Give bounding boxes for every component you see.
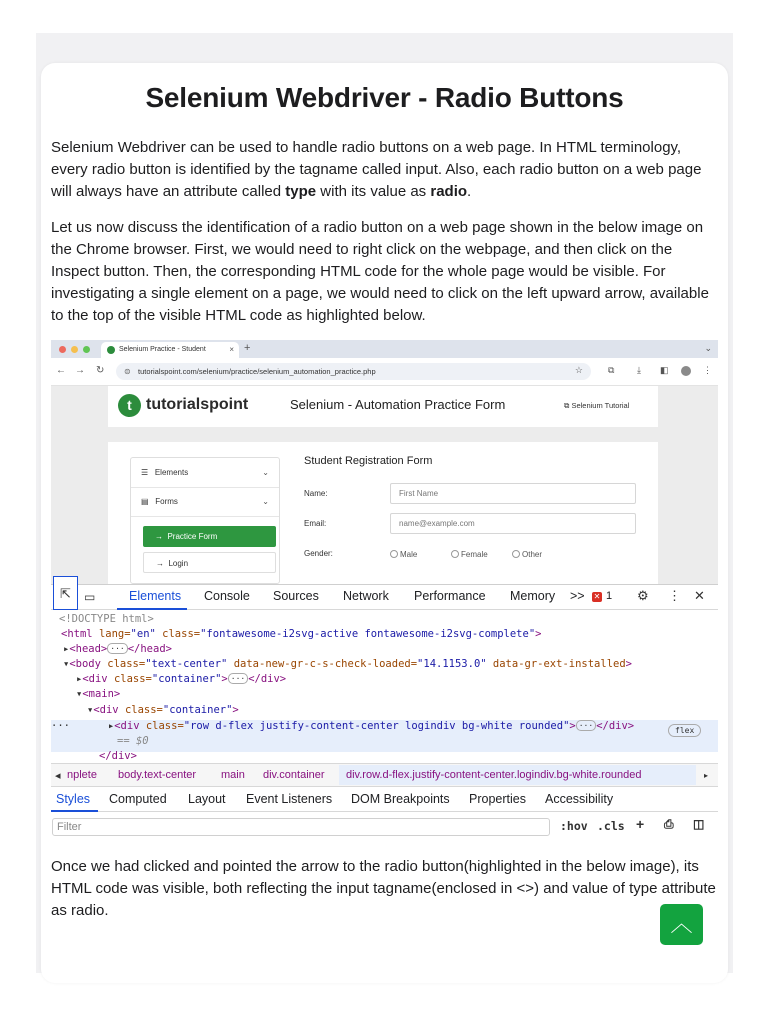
practice-form-button: → Practice Form [143, 526, 276, 547]
radio-male [390, 550, 417, 559]
breadcrumb-container: div.container [263, 769, 325, 781]
browser-tab [101, 342, 239, 358]
inspect-paragraph: Let us now discuss the identification of a radio button on a web page shown in the below image on the Chrome browser. First, we would need to right click on the webpage, and then click on the Inspect button. Then, the corresponding HTML code for the whole page would be visible. For investigating a single element on a page, we would need to click on the left upward arrow, available to the top of the visible HTML code as highlighted below. [51, 219, 709, 324]
hover-state-toggle: :hov [560, 819, 588, 833]
breadcrumb-row: div.row.d-flex.justify-content-center.logindiv.bg-white.rounded [346, 769, 642, 781]
chevron-down-icon: ⌄ [262, 468, 269, 477]
tab-computed: Computed [109, 792, 167, 806]
breadcrumb-scroll-left-icon: ◂ [55, 770, 61, 782]
tutorial-link-text: Selenium Tutorial [571, 401, 630, 410]
reload-icon: ↻ [96, 365, 105, 376]
tab-styles: Styles [56, 792, 91, 806]
login-label: Login [168, 559, 189, 568]
radio-female [451, 550, 488, 559]
dom-breadcrumb [51, 763, 718, 787]
sidebar-item-label: Forms [155, 497, 178, 506]
profile-avatar-icon [681, 366, 691, 376]
sidebar-item-label: Elements [154, 468, 189, 477]
tab-close-icon: × [229, 345, 234, 354]
radio-label: Male [400, 550, 418, 559]
close-window-dot [59, 346, 66, 353]
styles-filter-bar [51, 812, 718, 843]
attr-value: "14.1153.0" [417, 658, 487, 670]
tab-layout: Layout [188, 792, 226, 806]
more-tabs-icon: >> [570, 589, 585, 603]
practice-form-label: Practice Form [167, 532, 218, 541]
sidebar-menu [130, 457, 280, 584]
radio-label: Female [461, 550, 488, 559]
attr-name: class= [145, 720, 184, 732]
attr-name: data-gr-ext-installed [486, 658, 626, 670]
selenium-tutorial-link: ⧉ Selenium Tutorial [564, 401, 630, 410]
attr-value: "container" [151, 673, 222, 685]
back-arrow-icon: ← [56, 365, 66, 376]
intro-text-3: . [467, 183, 472, 200]
attr-name: class= [113, 673, 152, 685]
logo-text: tutorialspoint [146, 396, 249, 413]
maximize-window-dot [83, 346, 90, 353]
webpage-viewport [51, 386, 718, 584]
sidepanel-icon: ◧ [660, 365, 669, 375]
tab-search-chevron-icon: ⌄ [704, 343, 712, 353]
tutorialspoint-logo-icon: t [118, 394, 141, 417]
styles-pane-tabs [51, 787, 718, 812]
radio-circle-icon [390, 550, 398, 558]
expand-triangle-icon: ▸ [76, 673, 83, 685]
bookmark-star-icon: ☆ [574, 365, 583, 375]
intro-paragraph [51, 137, 721, 203]
tab-title: Selenium Practice - Student [119, 346, 206, 353]
new-style-rule-icon: + [636, 816, 645, 832]
radio-circle-icon [512, 550, 520, 558]
minimize-window-dot [71, 346, 78, 353]
expand-triangle-icon: ▸ [107, 720, 115, 732]
header-title: Selenium - Automation Practice Form [290, 397, 506, 412]
sidebar-divider [131, 516, 279, 517]
browser-tab-bar [51, 340, 718, 358]
extensions-icon: ⧉ [608, 365, 615, 375]
devtools-tab-elements: Elements [129, 589, 182, 603]
breadcrumb-main: main [221, 769, 245, 781]
favicon-icon [107, 346, 115, 354]
tag-text: <head> [69, 643, 108, 655]
form-card [108, 442, 658, 584]
expand-triangle-icon: ▸ [63, 643, 70, 655]
elements-dom-tree [51, 610, 718, 763]
code-line-div-container-2 [87, 704, 239, 716]
email-label: Email: [304, 519, 327, 528]
site-header [108, 386, 658, 427]
code-line-html [61, 628, 541, 640]
error-count: 1 [606, 590, 613, 602]
class-toggle: .cls [597, 819, 625, 833]
code-line-main [76, 688, 120, 700]
tag-text: > [221, 673, 228, 685]
attr-value: "fontawesome-i2svg-active fontawesome-i2svg-complete" [200, 628, 536, 640]
settings-gear-icon: ⚙ [637, 588, 649, 603]
devtools-menu-icon: ⋮ [668, 588, 681, 603]
radio-other [512, 550, 542, 559]
form-title: Student Registration Form [304, 455, 433, 467]
breadcrumb-scroll-right-icon: ▸ [704, 771, 709, 780]
url-field [116, 363, 591, 380]
tab-dom-breakpoints: DOM Breakpoints [351, 792, 450, 806]
radio-label: Other [522, 550, 543, 559]
styles-filter-input: Filter [52, 818, 550, 836]
breadcrumb-html: nplete [67, 769, 97, 781]
chrome-devtools-screenshot [51, 340, 718, 843]
devtools-tab-memory: Memory [510, 589, 556, 603]
tag-text: > [625, 658, 632, 670]
tag-text: <div [114, 720, 146, 732]
tag-text: > [569, 720, 576, 732]
code-line-head [63, 643, 172, 655]
attr-value: "container" [162, 704, 233, 716]
device-toolbar-icon: ▭ [84, 590, 96, 604]
tag-text: <body [69, 658, 108, 670]
code-line-div-close: </div> [99, 750, 137, 762]
first-name-field: First Name [390, 483, 636, 504]
tag-text: <html [61, 628, 99, 640]
tag-text: <div [82, 673, 114, 685]
toggle-sidebar-icon: ◫ [693, 817, 705, 831]
gender-label: Gender: [304, 549, 333, 558]
attr-value: "en" [130, 628, 156, 640]
collapse-triangle-icon: ▾ [76, 688, 83, 700]
attr-name: class= [155, 628, 201, 640]
radio-circle-icon [451, 550, 459, 558]
devtools-tab-performance: Performance [414, 589, 486, 603]
tab-event-listeners: Event Listeners [246, 792, 333, 806]
intro-text: Selenium Webdriver can be used to handle radio buttons on a web page. In HTML terminology, every radio button is identified by the tagname called input. Also, each radio button on a web page will always have an attribute called [51, 139, 702, 200]
tag-text: <main> [82, 688, 121, 700]
attr-name: lang= [98, 628, 131, 640]
tag-text: > [232, 704, 239, 716]
ellipsis-badge: ··· [107, 643, 127, 654]
tag-text: <div [93, 704, 125, 716]
name-label: Name: [304, 489, 328, 498]
sidebar-item-elements: ☰ Elements [141, 468, 189, 477]
keyword-radio: radio [430, 183, 468, 200]
address-bar-row [51, 358, 718, 386]
code-line-div-container [76, 673, 286, 685]
code-line-body [63, 658, 632, 670]
ellipsis-badge: ··· [576, 720, 596, 731]
attr-value: "text-center" [145, 658, 228, 670]
close-devtools-icon: ✕ [694, 588, 705, 603]
ellipsis-badge: ··· [228, 673, 248, 684]
attr-name: data-new-gr-c-s-check-loaded= [227, 658, 418, 670]
collapse-triangle-icon: ▾ [63, 658, 70, 670]
devtools-tab-network: Network [343, 589, 389, 603]
code-line-div-row [51, 720, 634, 732]
forward-arrow-icon: → [75, 365, 85, 376]
url-text: tutorialspoint.com/selenium/practice/selenium_automation_practice.php [138, 367, 376, 376]
gutter-dots: ··· [51, 720, 70, 732]
sidebar-item-forms: ▤ Forms [141, 497, 178, 506]
attr-name: class= [107, 658, 146, 670]
breadcrumb-body: body.text-center [118, 769, 197, 781]
devtools-tab-console: Console [204, 589, 250, 603]
intro-text-2: with its value as [316, 183, 431, 200]
collapse-triangle-icon: ▾ [87, 704, 94, 716]
computed-styles-icon: ⎙ [664, 817, 674, 831]
conclusion-paragraph: Once we had clicked and pointed the arrow to the radio button(highlighted in the below image), its HTML code was visible, both reflecting the input tagname(enclosed in <>) and value of type attribute as radio. [51, 858, 716, 919]
inspect-element-arrow-icon: ⇱ [53, 576, 78, 610]
login-button: → Login [143, 552, 276, 573]
site-info-icon: ⊜ [124, 367, 131, 376]
flex-badge: flex [668, 724, 701, 737]
tab-properties: Properties [469, 792, 526, 806]
chevron-up-icon: ︿ [670, 911, 693, 936]
download-icon: ⤓ [637, 365, 641, 375]
devtools-toolbar [51, 584, 718, 610]
selected-node-marker: == $0 [117, 735, 149, 747]
sidebar-divider [131, 487, 279, 488]
page-title: Selenium Webdriver - Radio Buttons [145, 82, 624, 113]
new-tab-icon: + [244, 342, 251, 354]
code-line-doctype: <!DOCTYPE html> [59, 613, 154, 625]
email-field: name@example.com [390, 513, 636, 534]
chevron-down-icon: ⌄ [262, 497, 269, 506]
tag-text: </head> [127, 643, 172, 655]
keyword-type: type [285, 183, 317, 200]
menu-kebab-icon: ⋮ [703, 365, 712, 375]
tag-text: > [535, 628, 542, 640]
attr-name: class= [124, 704, 163, 716]
devtools-tab-sources: Sources [273, 589, 319, 603]
tab-accessibility: Accessibility [545, 792, 614, 806]
attr-value: "row d-flex justify-content-center logindiv bg-white rounded" [183, 720, 570, 732]
scroll-to-top-button[interactable] [660, 904, 703, 945]
tag-text: </div> [248, 673, 287, 685]
error-icon: ✕ [593, 592, 601, 601]
tag-text: </div> [596, 720, 635, 732]
